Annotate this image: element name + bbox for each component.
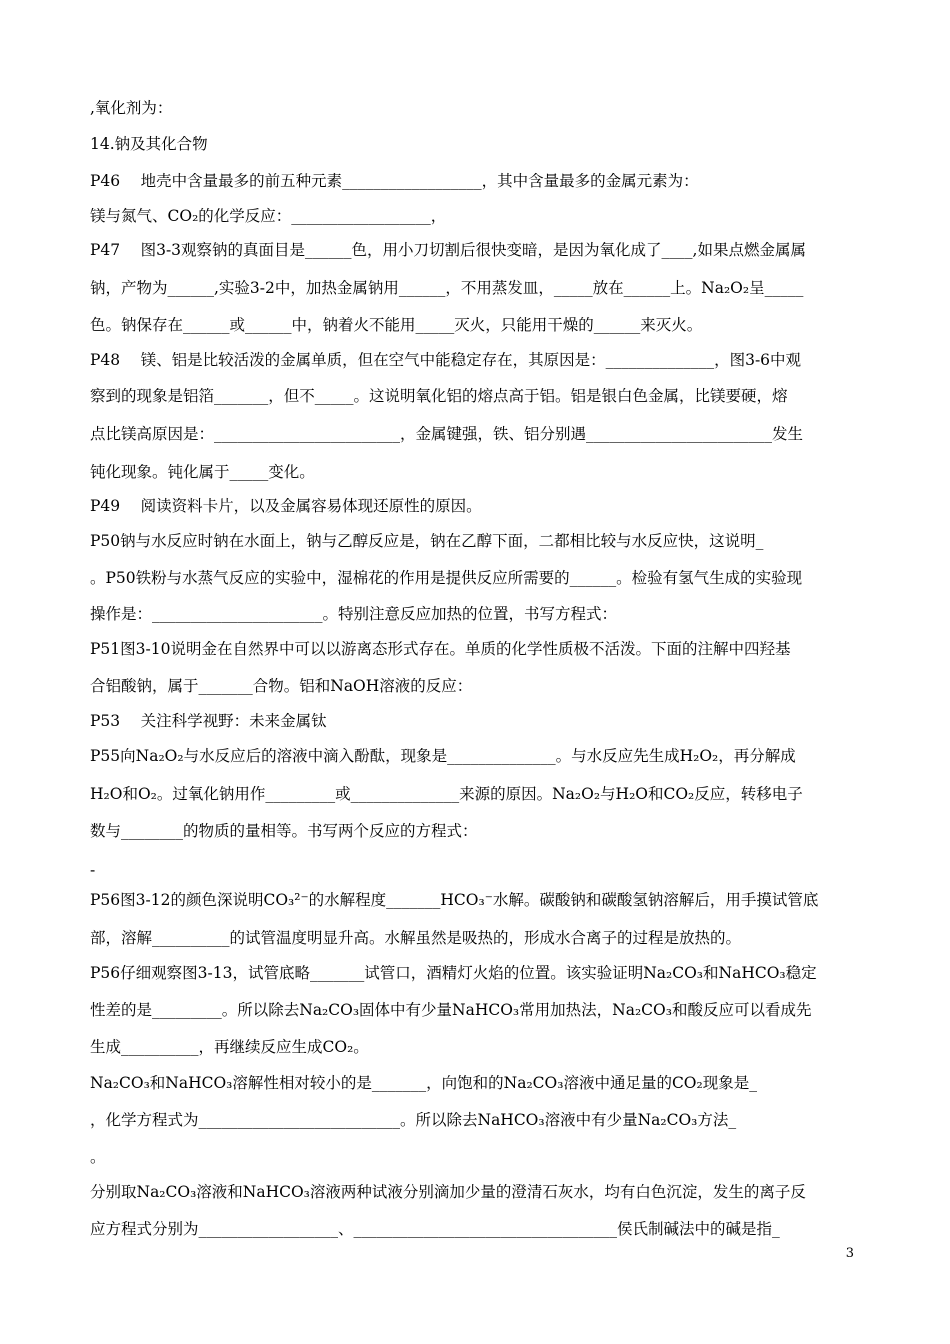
text-line: 钝化现象。钝化属于_____变化。: [90, 463, 315, 481]
text-line: P55向Na₂O₂与水反应后的溶液中滴入酚酞，现象是______________。与水反应先生成H₂O₂，再分解成: [90, 747, 796, 765]
text-line: 察到的现象是铝箔_______，但不_____。这说明氧化铝的熔点高于铝。铝是银白色金属，比镁要硬，熔: [90, 387, 788, 405]
text-line: 性差的是_________。所以除去Na₂CO₃固体中有少量NaHCO₃常用加热法，Na₂CO₃和酸反应可以看成先: [90, 1001, 812, 1019]
text-line: ，化学方程式为__________________________。所以除去NaHCO₃溶液中有少量Na₂CO₃方法_: [90, 1111, 737, 1129]
text-line: 部，溶解__________的试管温度明显升高。水解虽然是吸热的，形成水合离子的过程是放热的。: [90, 929, 742, 947]
text-line: P50钠与水反应时钠在水面上，钠与乙醇反应是，钠在乙醇下面，二都相比较与水反应快，这说明_: [90, 532, 764, 550]
text-line: 点比镁高原因是：________________________，金属键强，铁、铝分别遇________________________发生: [90, 425, 804, 443]
text-line: P48 镁、铝是比较活泼的金属单质，但在空气中能稳定存在，其原因是：______________，图3-6中观: [90, 351, 802, 369]
page-number: 3: [845, 1246, 854, 1261]
text-line: 生成__________，再继续反应生成CO₂。: [90, 1038, 369, 1056]
text-line: P46 地壳中含量最多的前五种元素__________________，其中含量最多的金属元素为：: [90, 172, 699, 190]
text-line: P53 关注科学视野：未来金属钛: [90, 712, 327, 730]
text-line: H₂O和O₂。过氧化钠用作_________或______________来源的原因。Na₂O₂与H₂O和CO₂反应，转移电子: [90, 785, 803, 803]
text-line: 色。钠保存在______或______中，钠着火不能用_____灭火，只能用干燥的______来灭火。: [90, 316, 703, 334]
text-line: 。P50铁粉与水蒸气反应的实验中，湿棉花的作用是提供反应所需要的______。检验有氢气生成的实验现: [90, 569, 803, 587]
text-line: 镁与氮气、CO₂的化学反应：__________________，: [90, 207, 447, 225]
text-line: 分别取Na₂CO₃溶液和NaHCO₃溶液两种试液分别滴加少量的澄清石灰水，均有白色沉淀，发生的离子反: [90, 1183, 806, 1201]
text-line: -: [90, 861, 96, 879]
text-line: P49 阅读资料卡片，以及金属容易体现还原性的原因。: [90, 497, 482, 515]
text-line: P56图3-12的颜色深说明CO₃²⁻的水解程度_______HCO₃⁻水解。碳酸钠和碳酸氢钠溶解后，用手摸试管底: [90, 891, 819, 909]
text-line: P56仔细观察图3-13，试管底略_______试管口，酒精灯火焰的位置。该实验证明Na₂CO₃和NaHCO₃稳定: [90, 964, 817, 982]
text-line: 操作是：______________________。特别注意反应加热的位置，书写方程式：: [90, 605, 618, 623]
text-line: 钠，产物为______,实验3-2中，加热金属钠用______，不用蒸发皿，_____放在______上。Na₂O₂呈_____: [90, 279, 804, 297]
text-line: 应方程式分别为__________________、__________________________________侯氏制碱法中的碱是指_: [90, 1220, 780, 1238]
text-line: 14.钠及其化合物: [90, 135, 208, 153]
text-line: Na₂CO₃和NaHCO₃溶解性相对较小的是_______，向饱和的Na₂CO₃溶液中通足量的CO₂现象是_: [90, 1074, 757, 1092]
text-line: 数与________的物质的量相等。书写两个反应的方程式：: [90, 822, 478, 840]
text-line: 。: [90, 1148, 106, 1166]
text-line: 合铝酸钠，属于_______合物。铝和NaOH溶液的反应：: [90, 677, 473, 695]
text-line: P51图3-10说明金在自然界中可以以游离态形式存在。单质的化学性质极不活泼。下面的注解中四羟基: [90, 640, 791, 658]
text-line: P47 图3-3观察钠的真面目是______色，用小刀切割后很快变暗，是因为氧化成了____,如果点燃金属属: [90, 241, 806, 259]
text-line: ,氧化剂为：: [90, 99, 173, 117]
